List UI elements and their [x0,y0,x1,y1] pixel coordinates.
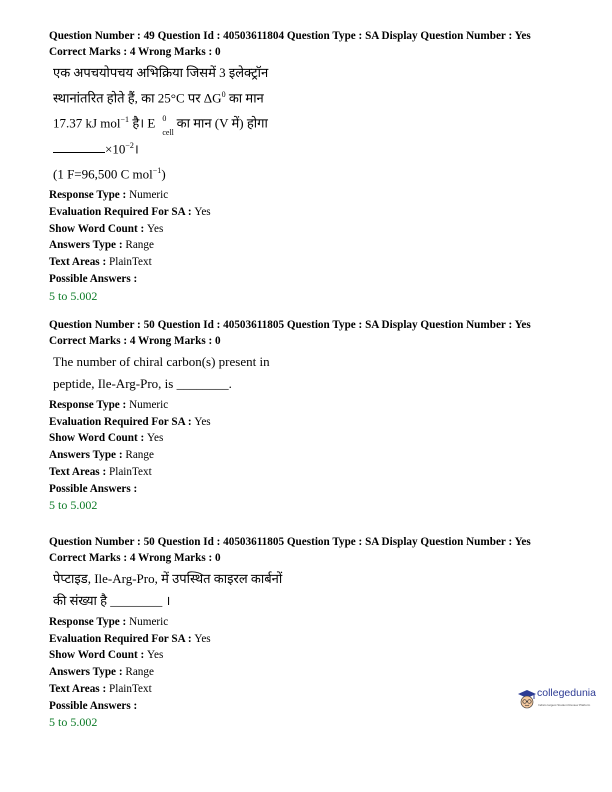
meta-possible-answers: Possible Answers : [49,482,138,495]
marks-header: Correct Marks : 4 Wrong Marks : 0 [49,46,221,58]
question-line: The number of chiral carbon(s) present in [53,354,270,369]
meta-evaluation: Evaluation Required For SA : Yes [49,206,211,219]
question-line: पेप्टाइड, Ile-Arg-Pro, में उपस्थित काइरल कार्बनों [53,571,283,586]
question-line: 17.37 kJ mol$^{-1}$ है। E 0 cell का मान (V में) होगा [53,113,268,137]
meta-possible-answers: Possible Answers : [49,272,138,285]
meta-answers-type: Answers Type : Range [49,449,154,462]
question-line: एक अपचयोपचय अभिक्रिया जिसमें 3 इलेक्ट्रॉन [53,65,269,80]
marks-header: Correct Marks : 4 Wrong Marks : 0 [49,552,221,564]
question-header: Question Number : 49 Question Id : 40503611804 Question Type : SA Display Question Number : Yes [49,30,531,42]
question-text [53,62,579,185]
graduate-mascot-icon [516,688,538,710]
meta-word-count: Show Word Count : Yes [49,432,164,445]
collegedunia-logo [516,686,602,716]
question-header: Question Number : 50 Question Id : 40503611805 Question Type : SA Display Question Number : Yes [49,319,531,331]
meta-text-areas: Text Areas : PlainText [49,465,152,478]
possible-answer: 5 to 5.002 [49,498,98,513]
meta-text-areas: Text Areas : PlainText [49,682,152,695]
meta-answers-type: Answers Type : Range [49,239,154,252]
question-block-49 [49,28,579,305]
meta-response-type: Response Type : Numeric [49,616,169,628]
meta-possible-answers: Possible Answers : [49,699,138,712]
question-meta [49,397,579,497]
question-meta [49,187,579,287]
meta-evaluation: Evaluation Required For SA : Yes [49,632,211,645]
meta-word-count: Show Word Count : Yes [49,649,164,662]
meta-word-count: Show Word Count : Yes [49,222,164,235]
marks-header: Correct Marks : 4 Wrong Marks : 0 [49,335,221,347]
brand-tagline: India's largest Student Review Platform [538,703,591,707]
meta-text-areas: Text Areas : PlainText [49,256,152,269]
answer-blank [53,142,105,153]
meta-response-type: Response Type : Numeric [49,399,169,411]
question-line: की संख्या है ________ । [53,593,171,608]
meta-evaluation: Evaluation Required For SA : Yes [49,415,211,428]
question-meta [49,614,579,714]
meta-response-type: Response Type : Numeric [49,189,169,202]
question-text [53,351,579,395]
possible-answer: 5 to 5.002 [49,715,98,730]
question-line: peptide, Ile-Arg-Pro, is ________. [53,376,232,391]
question-line: (1 F=96,500 C mol$^{-1}$) [53,165,166,182]
question-block-50-hi [49,534,579,731]
possible-answer: 5 to 5.002 [49,288,98,303]
question-line: $\times 10^{-2}।$ [53,135,579,160]
question-text [53,568,579,612]
meta-answers-type: Answers Type : Range [49,666,154,679]
question-line: स्थानांतरित होते हैं, का 25°C पर $\Delta G^0$ का मान [53,90,264,106]
question-block-50-en [49,317,579,514]
brand-name: collegedunia [537,687,596,699]
question-header: Question Number : 50 Question Id : 40503611805 Question Type : SA Display Question Number : Yes [49,536,531,548]
